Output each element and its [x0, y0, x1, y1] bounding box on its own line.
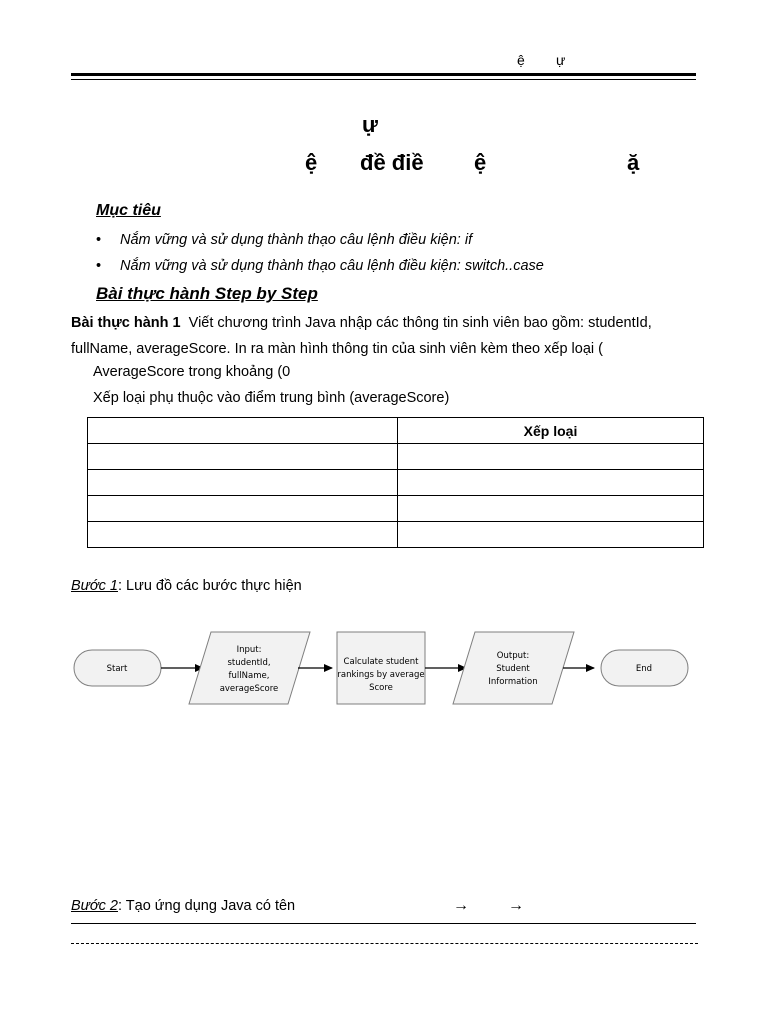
- table-cell: [398, 470, 704, 496]
- objective-item: • Nắm vững và sử dụng thành thạo câu lệnh điều kiện: if: [96, 230, 544, 256]
- input-line: Input:: [236, 645, 262, 655]
- title-line1: ự: [362, 112, 378, 137]
- step2-text: : Tạo ứng dụng Java có tên: [117, 898, 296, 914]
- table-cell: [88, 470, 398, 496]
- step2-label: Bước 2: [71, 898, 118, 914]
- process-line: rankings by average: [337, 670, 425, 680]
- step2-arrow-icon: →: [453, 897, 469, 914]
- input-line: fullName,: [228, 671, 270, 681]
- table-row: [88, 470, 704, 496]
- title-fragment-b: đề điề: [360, 150, 424, 175]
- input-line: studentId,: [227, 658, 271, 668]
- table-header-cell: [88, 418, 398, 444]
- input-line: averageScore: [219, 684, 279, 694]
- header-rule-thick: [71, 73, 696, 76]
- header-fragment-1: ệ: [517, 52, 525, 68]
- table-header-cell: Xếp loại: [398, 418, 704, 444]
- table-cell: [88, 496, 398, 522]
- process-line: Score: [369, 683, 393, 693]
- exercise-text-2: fullName, averageScore. In ra màn hình thông tin của sinh viên kèm theo xếp loại (: [71, 341, 603, 357]
- objective-item: • Nắm vững và sử dụng thành thạo câu lệnh điều kiện: switch..case: [96, 256, 544, 282]
- practice-heading: Bài thực hành Step by Step: [96, 284, 318, 303]
- output-line: Information: [488, 677, 538, 687]
- process-line: Calculate student: [343, 657, 419, 667]
- start-label: Start: [106, 664, 128, 674]
- table-cell: [398, 522, 704, 548]
- step1-line: [71, 578, 302, 594]
- objectives-list: [96, 230, 544, 282]
- step1-text: : Lưu đồ các bước thực hiện: [117, 578, 302, 594]
- header-fragment-2: ự: [556, 52, 566, 68]
- title-fragment-c: ệ: [474, 150, 487, 175]
- ranking-table: [87, 417, 704, 548]
- flowchart: [72, 630, 692, 710]
- step1-label: Bước 1: [71, 578, 118, 594]
- process-box: [337, 632, 425, 704]
- step2-line: [71, 898, 295, 914]
- dashed-rule: [71, 943, 698, 944]
- output-line: Output:: [496, 651, 530, 661]
- table-header-row: [88, 418, 704, 444]
- table-row: [88, 496, 704, 522]
- table-cell: [398, 496, 704, 522]
- table-cell: [398, 444, 704, 470]
- exercise-text-1: Viết chương trình Java nhập các thông tin sinh viên bao gồm: studentId,: [188, 315, 652, 331]
- end-label: End: [635, 664, 653, 674]
- table-cell: [88, 444, 398, 470]
- table-cell: [88, 522, 398, 548]
- range-line: AverageScore trong khoảng (0: [93, 364, 291, 380]
- output-line: Student: [496, 664, 530, 674]
- exercise-paragraph: [71, 310, 701, 362]
- exercise-label: Bài thực hành 1: [71, 315, 181, 331]
- title-fragment-a: ệ: [305, 150, 318, 175]
- table-row: [88, 522, 704, 548]
- table-row: [88, 444, 704, 470]
- step2-arrow-icon: →: [508, 897, 524, 914]
- objectives-heading: Mục tiêu: [96, 202, 161, 219]
- bottom-rule: [71, 923, 696, 924]
- ranking-line: Xếp loại phụ thuộc vào điểm trung bình (averageScore): [93, 390, 450, 406]
- title-fragment-d: ặ: [627, 150, 640, 175]
- header-rule-thin: [71, 79, 696, 80]
